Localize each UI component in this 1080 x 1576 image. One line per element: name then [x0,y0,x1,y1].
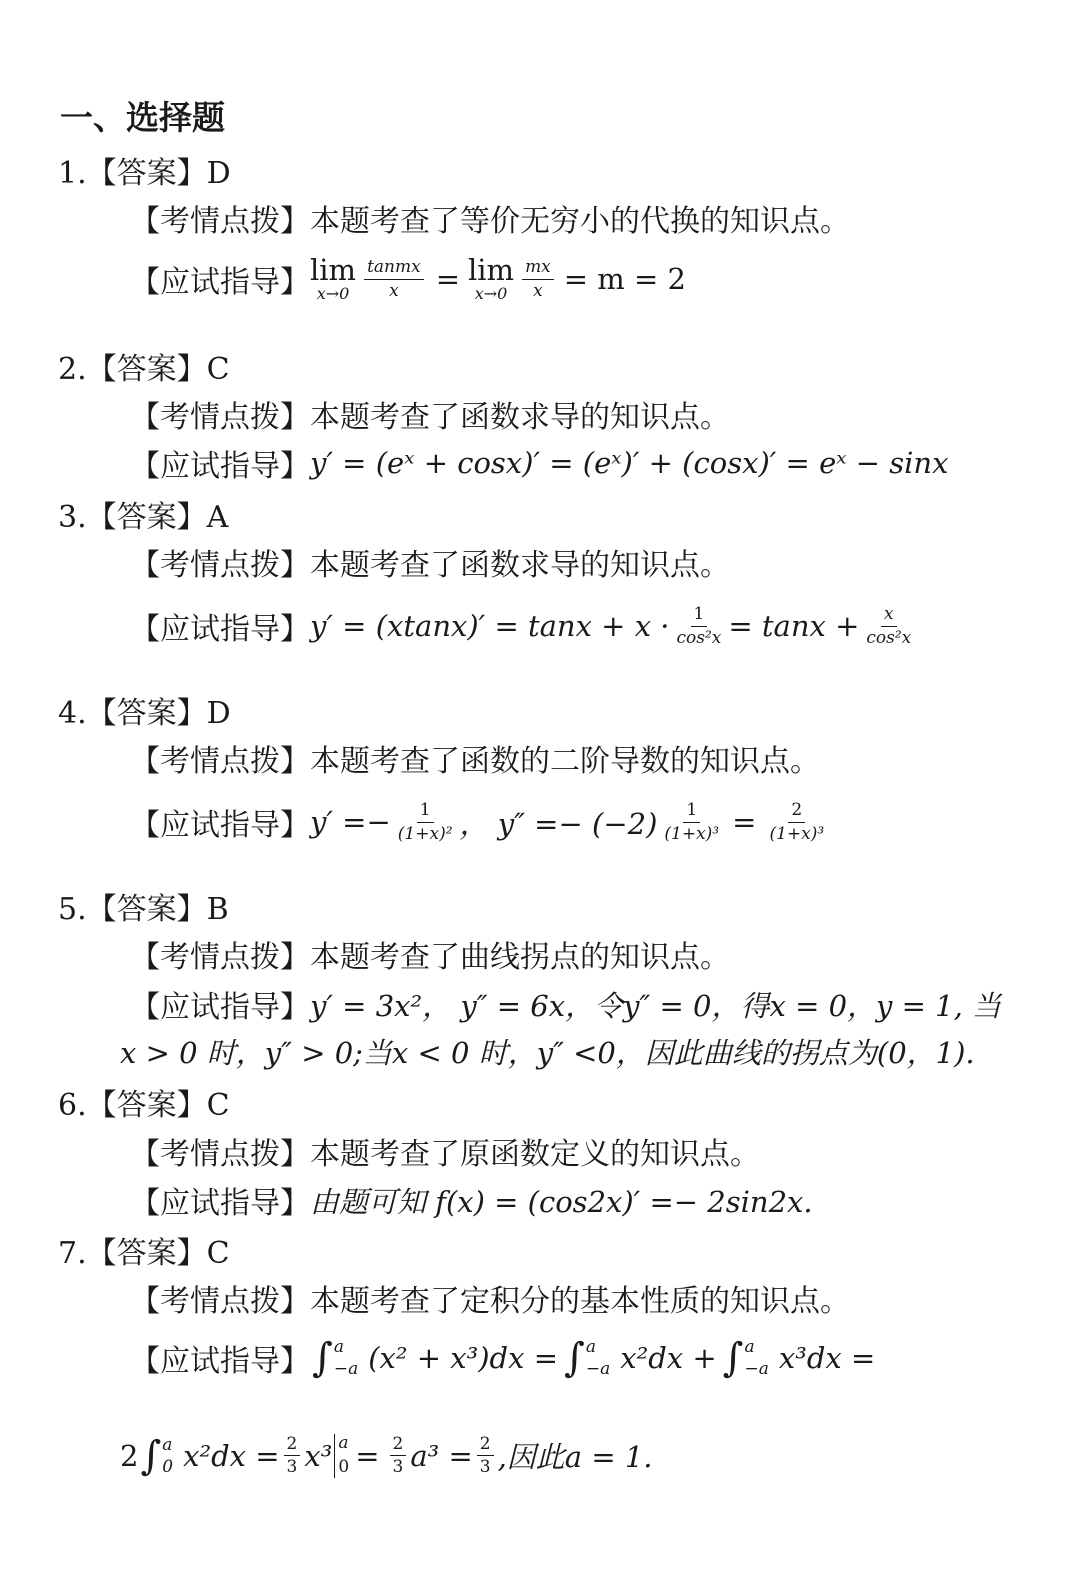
integral-4: ∫ a 0 [140,1432,174,1479]
guide-2 [130,441,948,485]
integral-1: ∫ a −a [312,1335,359,1382]
guide-4 [130,800,831,844]
frac-1-cos2x: $\frac{1}{\text{cos²x}}$ [676,603,722,648]
guide-5 [130,982,1001,1026]
guide-tag-2: 【应试指导】 [130,449,310,484]
point-3-text: 【考情点拨】本题考查了函数求导的知识点。 [130,548,730,583]
answer-2: 2.【答案】C [58,352,230,387]
lim-2: lim x→0 [468,253,515,303]
guide-tag-6: 【应试指导】 [130,1186,310,1221]
frac-2-3-a: $\frac{2}{3}$ [284,1435,301,1477]
guide-5-line2 [120,1031,975,1072]
guide-7-math: ∫ a −a (x² + x³)dx = ∫ a −a x²dx + ∫ a −a x³dx = [312,1335,876,1382]
point-6 [130,1129,760,1173]
section-heading: 一、选择题 [60,98,225,137]
frac-2-3-b: $\frac{2}{3}$ [390,1435,407,1477]
guide-tag-4: 【应试指导】 [130,808,310,843]
point-4 [130,736,820,780]
guide-1 [130,253,686,303]
guide-4-math: y′ =− $\frac{1}{\text{(1+x)²}}$ ， y″ =− (−2) $\frac{1}{\text{(1+x)³}}$ = $\frac{2}{\text{(1+x)³}}$ [310,801,831,843]
answer-6: 6.【答案】C [58,1088,230,1123]
point-3 [130,540,730,584]
frac-tanmx-x: $\frac{\text{tanmx}}{x}$ [364,258,424,300]
answer-3: 3.【答案】A [58,500,229,535]
answer-4: 4.【答案】D [58,696,231,731]
frac-4b: $\frac{1}{\text{(1+x)³}}$ [664,799,720,844]
frac-x-cos2x: $\frac{x}{\text{cos²x}}$ [866,603,912,648]
guide-tag-7: 【应试指导】 [130,1344,310,1380]
frac-4a: $\frac{1}{\text{(1+x)²}}$ [397,799,453,844]
point-1-text: 【考情点拨】本题考查了等价无穷小的代换的知识点。 [130,204,850,239]
guide-1-math: lim x→0 $\frac{\text{tanmx}}{x}$ = lim x→0 $\frac{mx}{x}$ = m = 2 [310,253,686,303]
answer-1: 1.【答案】D [58,156,231,191]
eval-bar: a 0 [332,1432,349,1480]
guide-3 [130,604,918,648]
point-7 [130,1276,850,1320]
point-2 [130,392,730,436]
lim-1: lim x→0 [310,253,357,303]
point-2-text: 【考情点拨】本题考查了函数求导的知识点。 [130,400,730,435]
integral-2: ∫ a −a [564,1335,611,1382]
integral-3: ∫ a −a [722,1335,769,1382]
point-6-text: 【考情点拨】本题考查了原函数定义的知识点。 [130,1137,760,1172]
guide-5-math-line1: y′ = 3x²， y″ = 6x，令y″ = 0，得x = 0，y = 1, 当 [310,988,1002,1023]
answer-7: 7.【答案】C [58,1236,230,1271]
guide-2-math: y′ = (eˣ + cosx)′ = (eˣ)′ + (cosx)′ = eˣ − sinx [310,446,949,480]
guide-5-math-line2: x > 0 时，y″ > 0;当x < 0 时，y″ <0，因此曲线的拐点为(0，1). [120,1036,975,1070]
guide-6 [130,1178,813,1222]
frac-mx-x: $\frac{mx}{x}$ [522,258,554,300]
guide-tag-3: 【应试指导】 [130,612,310,647]
point-7-text: 【考情点拨】本题考查了定积分的基本性质的知识点。 [130,1284,850,1319]
frac-4c: $\frac{2}{\text{(1+x)³}}$ [769,799,825,844]
guide-7 [130,1336,875,1380]
guide-tag-1: 【应试指导】 [130,265,310,301]
point-5 [130,932,730,976]
guide-3-math: y′ = (xtanx)′ = tanx + x · $\frac{1}{\text{cos²x}}$ = tanx + $\frac{x}{\text{cos²x}}$ [310,605,918,647]
point-5-text: 【考情点拨】本题考查了曲线拐点的知识点。 [130,940,730,975]
point-4-text: 【考情点拨】本题考查了函数的二阶导数的知识点。 [130,744,820,779]
guide-tag-5: 【应试指导】 [130,990,310,1025]
frac-2-3-c: $\frac{2}{3}$ [477,1435,494,1477]
point-1 [130,196,850,240]
answer-5: 5.【答案】B [58,892,229,927]
guide-6-math: 由题可知 f(x) = (cos2x)′ =− 2sin2x. [310,1184,813,1219]
guide-7-math-line2: 2 ∫ a 0 x²dx = $\frac{2}{3}$ x³ a 0 = $\frac{2}{3}$ a³ = $\frac{2}{3}$ ,因此a = 1. [120,1432,653,1479]
guide-7-line2 [120,1432,653,1480]
